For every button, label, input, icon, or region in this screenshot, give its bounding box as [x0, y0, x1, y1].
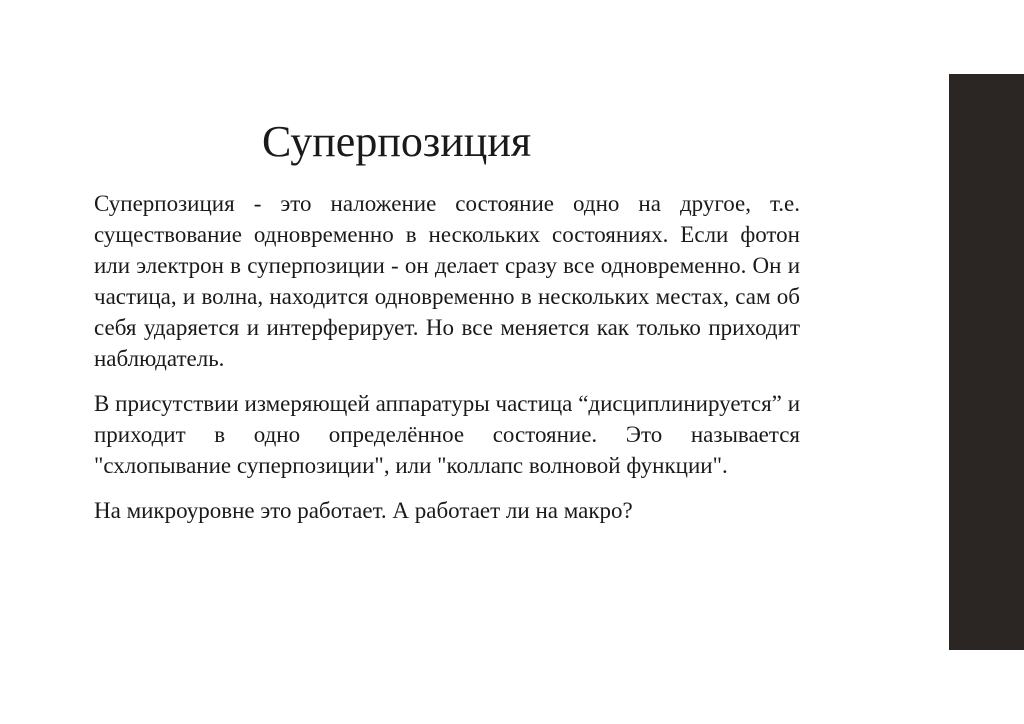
- slide-body: [94, 188, 800, 540]
- paragraph-definition: Суперпозиция - это наложение состояние одно на другое, т.е. существование одновременно в нескольких состояниях. Если фотон или электрон в суперпозиции - он делает сразу все одновременно. Он и частица, и волна, находится одновременно в нескольких местах, сам об себя ударяется и интерферирует. Но все меняется как только приходит наблюдатель.: [94, 191, 800, 371]
- paragraph-question: На микроуровне это работает. А работает ли на макро?: [94, 498, 633, 523]
- slide-title: Суперпозиция: [262, 117, 532, 166]
- decorative-side-bar: [949, 74, 1024, 650]
- paragraph-measurement: В присутствии измеряющей аппаратуры частица “дисциплинируется” и приходит в одно определённое состояние. Это называется "схлопывание суперпозиции", или "коллапс волновой функции".: [94, 391, 800, 478]
